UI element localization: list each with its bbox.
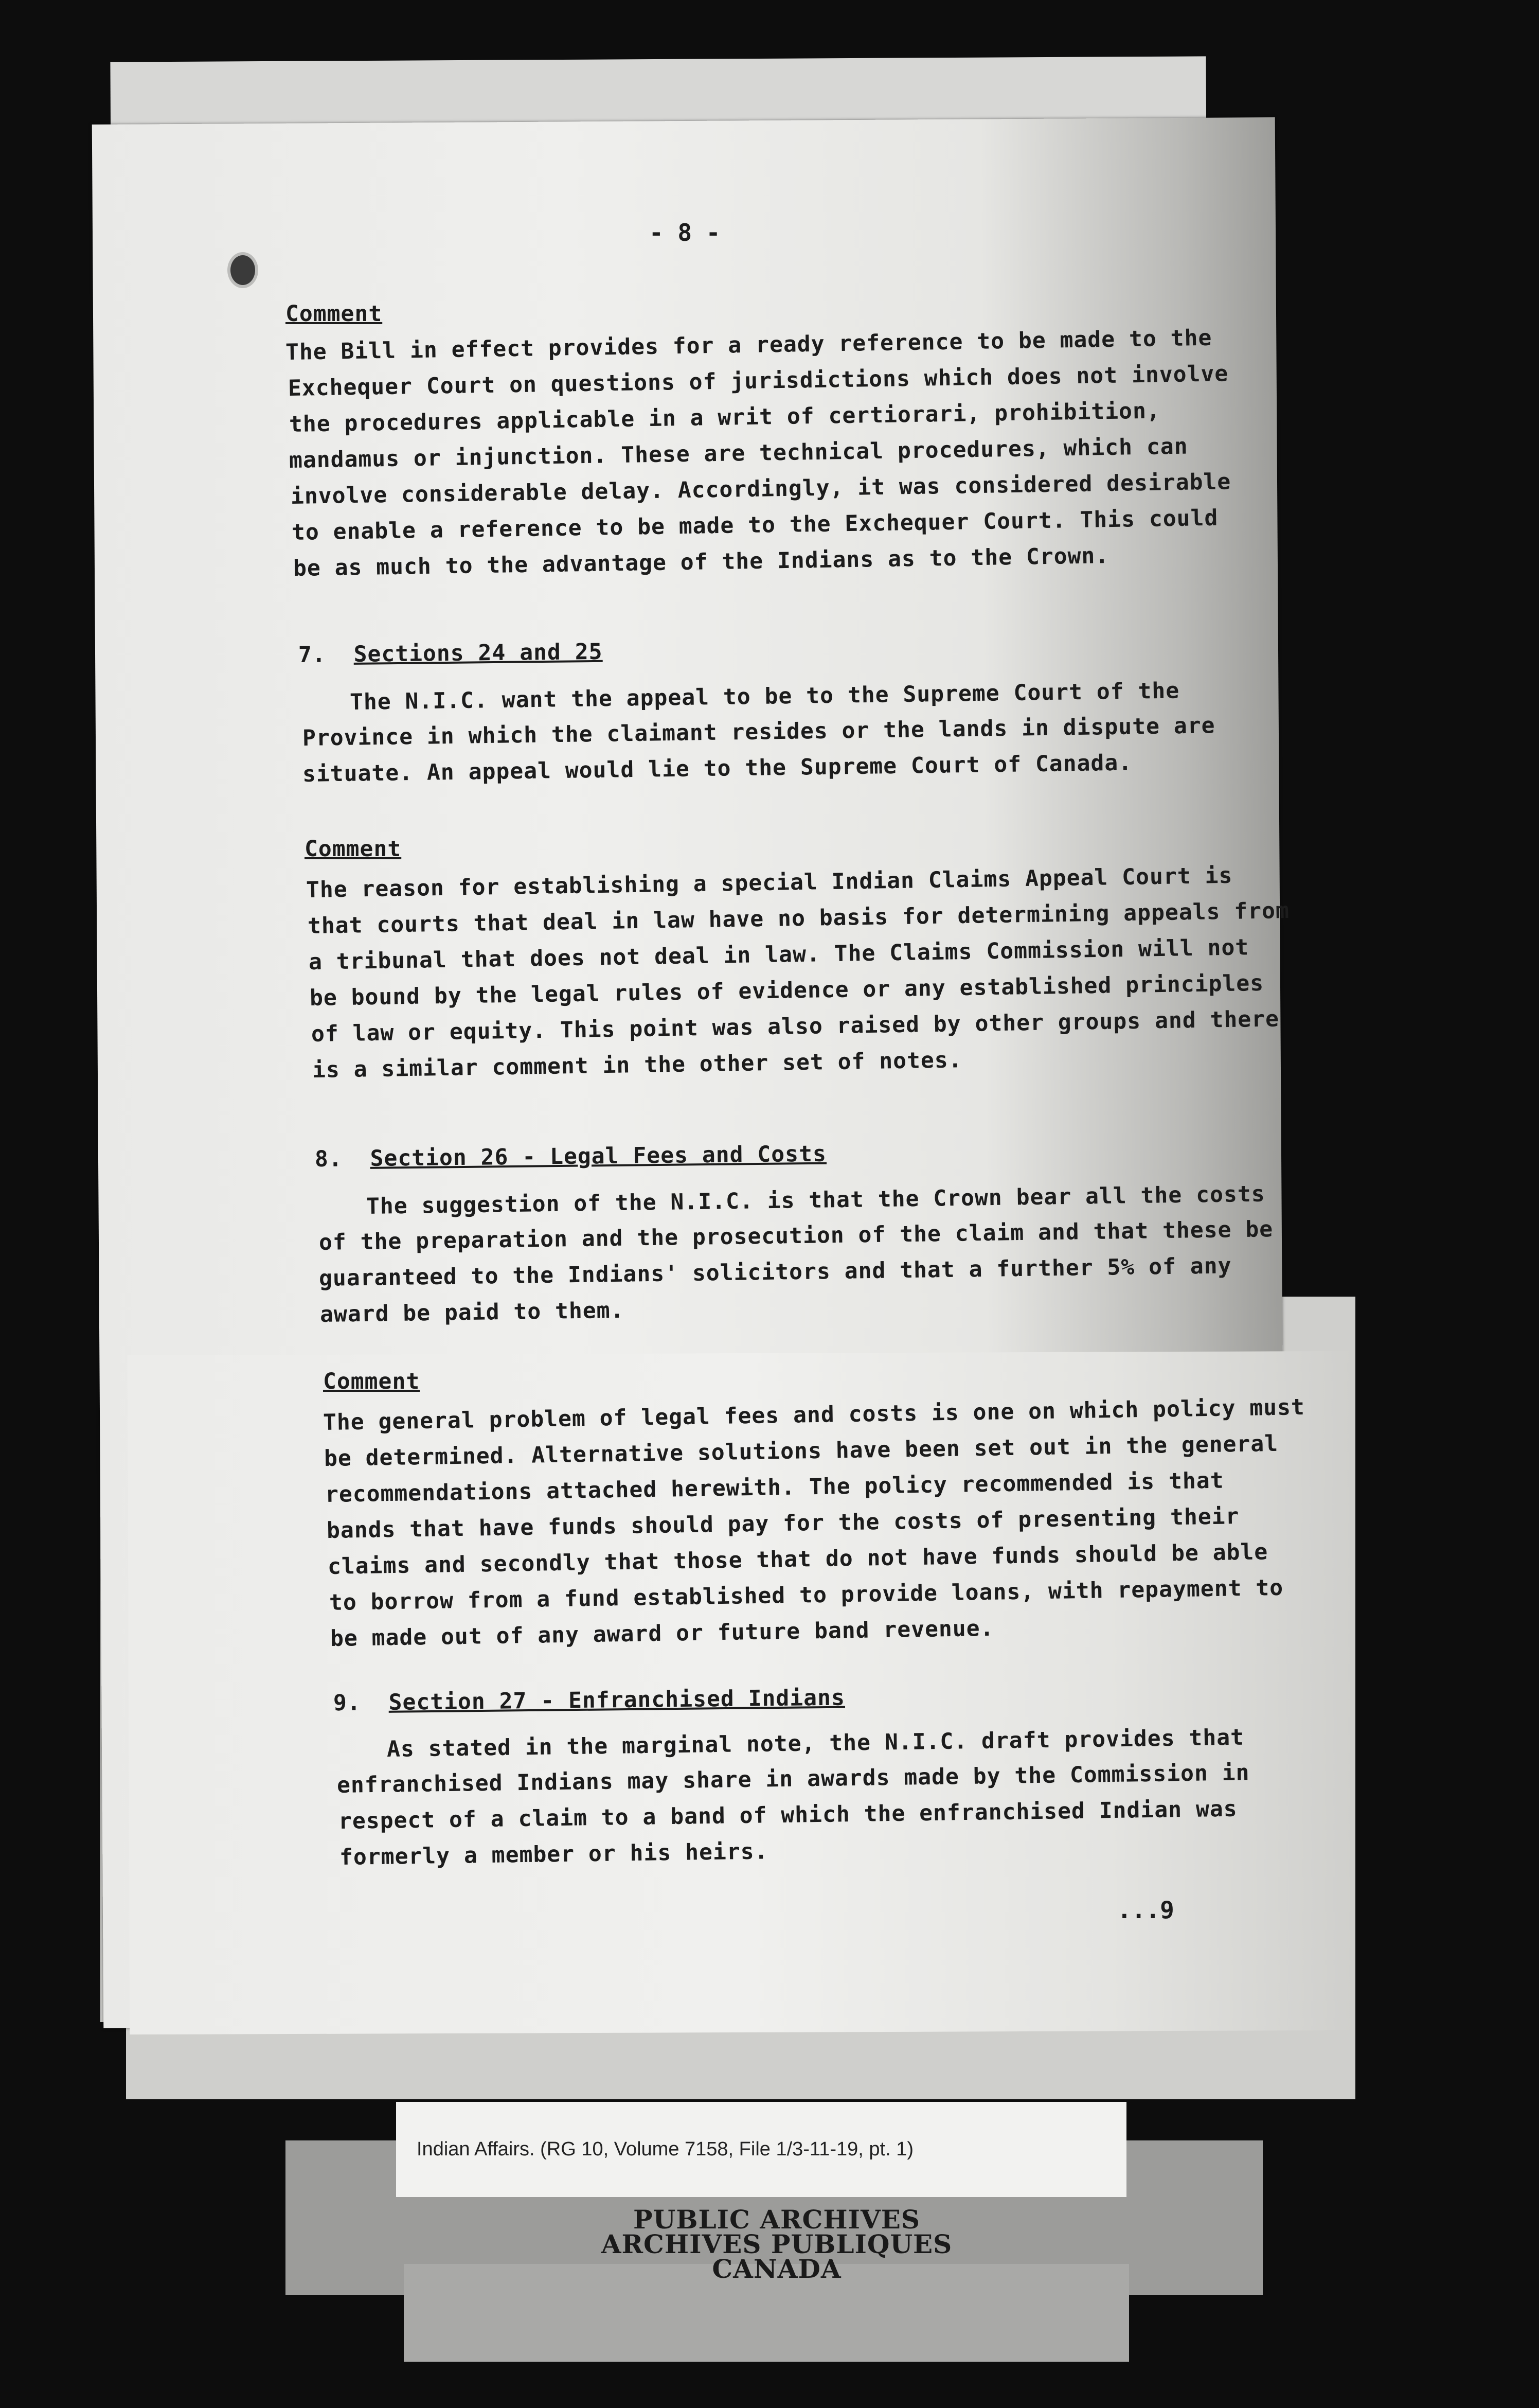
section-title: Sections 24 and 25 — [353, 639, 603, 667]
body-line: The Bill in effect provides for a ready reference to be made to the — [285, 325, 1212, 365]
body-line: involve considerable delay. Accordingly, it was considered desirable — [290, 469, 1231, 509]
body-line: of law or equity. This point was also raised by other groups and there — [311, 1006, 1280, 1047]
body-line: respect of a claim to a band of which the enfranchised Indian was — [338, 1796, 1238, 1834]
body-line: to borrow from a fund established to provide loans, with repayment to — [329, 1574, 1284, 1616]
body-line: the procedures applicable in a writ of certiorari, prohibition, — [289, 398, 1161, 437]
stamp-line: ARCHIVES PUBLIQUES — [601, 2229, 953, 2259]
body-line: be made out of any award or future band revenue. — [330, 1615, 994, 1652]
citation-strip — [396, 2102, 1126, 2197]
stamp-line: CANADA — [712, 2254, 842, 2284]
body-line: be as much to the advantage of the Indians as to the Crown. — [293, 543, 1109, 581]
body-line: be bound by the legal rules of evidence or any established principles — [309, 970, 1264, 1011]
body-line: be determined. Alternative solutions have been set out in the general — [324, 1430, 1279, 1472]
body-line: situate. An appeal would lie to the Supreme Court of Canada. — [302, 750, 1133, 787]
body-line: mandamus or injunction. These are technical procedures, which can — [289, 433, 1188, 473]
comment-heading: Comment — [305, 836, 402, 862]
body-line: The reason for establishing a special Indian Claims Appeal Court is — [306, 862, 1233, 903]
section-number: 8. — [314, 1146, 343, 1172]
body-line: award be paid to them. — [319, 1297, 624, 1327]
section-title: Section 27 - Enfranchised Indians — [388, 1685, 846, 1715]
body-line: of the preparation and the prosecution of the claim and that these be — [318, 1216, 1274, 1255]
body-line: that courts that deal in law have no basis for determining appeals from — [307, 898, 1290, 939]
public-archives-stamp — [566, 2204, 988, 2284]
page-number: - 8 - — [649, 219, 721, 246]
body-line: enfranchised Indians may share in awards made by the Commission in — [336, 1760, 1250, 1798]
continuation-marker: ...9 — [1117, 1896, 1174, 1924]
stamp-line: PUBLIC ARCHIVES — [633, 2204, 920, 2235]
section-number: 7. — [298, 642, 327, 668]
section-heading-8 — [315, 1141, 827, 1172]
body-line: The general problem of legal fees and costs is one on which policy must — [323, 1394, 1305, 1436]
section-number: 9. — [333, 1690, 362, 1716]
body-line: bands that have funds should pay for the costs of presenting their — [326, 1503, 1240, 1544]
body-line: The N.I.C. want the appeal to be to the Supreme Court of the — [349, 678, 1180, 715]
body-line: recommendations attached herewith. The policy recommended is that — [325, 1467, 1224, 1508]
body-line: Exchequer Court on questions of jurisdictions which does not involve — [288, 361, 1229, 401]
section-heading-7 — [298, 639, 603, 668]
comment-heading: Comment — [285, 301, 383, 327]
comment-heading: Comment — [323, 1369, 420, 1394]
archival-citation: Indian Affairs. (RG 10, Volume 7158, File 1/3-11-19, pt. 1) — [417, 2138, 914, 2160]
section-title: Section 26 - Legal Fees and Costs — [370, 1141, 827, 1172]
body-line: claims and secondly that those that do not have funds should be able — [327, 1539, 1268, 1580]
body-line: The suggestion of the N.I.C. is that the Crown bear all the costs — [366, 1181, 1265, 1219]
body-line: a tribunal that does not deal in law. The Claims Commission will not — [308, 934, 1249, 975]
body-line: guaranteed to the Indians' solicitors and that a further 5% of any — [318, 1253, 1232, 1291]
section-heading-9 — [333, 1685, 845, 1716]
body-line: is a similar comment in the other set of notes. — [312, 1047, 962, 1083]
body-line: As stated in the marginal note, the N.I.C. draft provides that — [386, 1724, 1245, 1762]
body-line: to enable a reference to be made to the Exchequer Court. This could — [291, 505, 1219, 545]
body-line: formerly a member or his heirs. — [339, 1838, 768, 1870]
body-line: Province in which the claimant resides or the lands in dispute are — [302, 713, 1215, 751]
